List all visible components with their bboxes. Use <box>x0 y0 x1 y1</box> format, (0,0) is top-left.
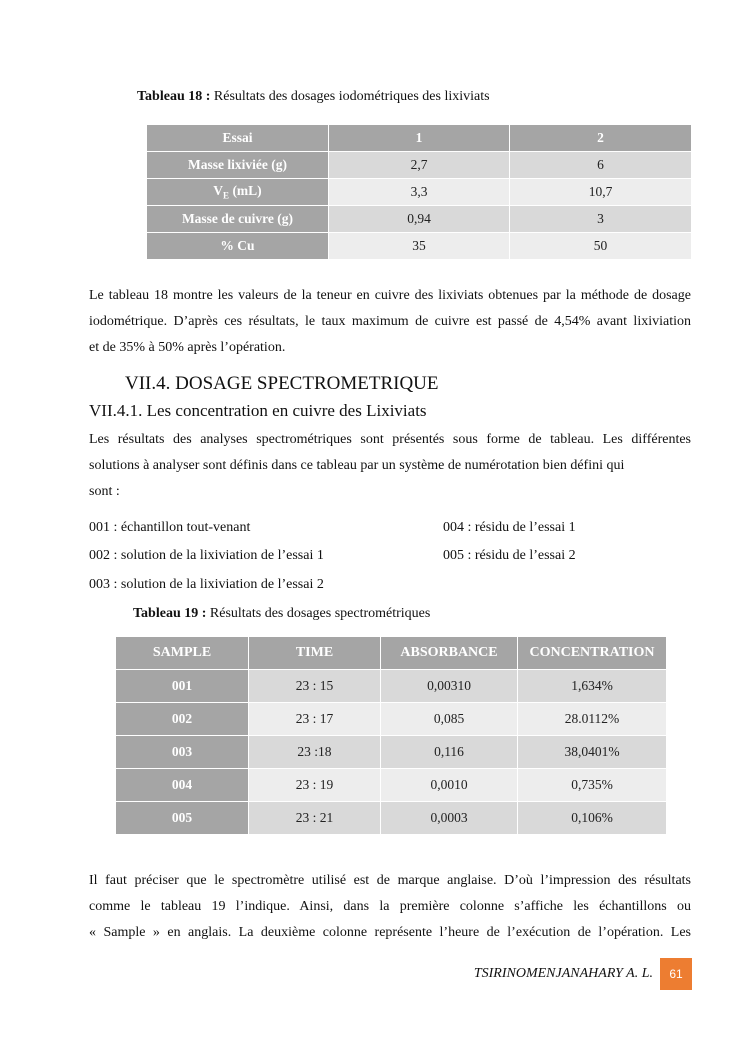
legend-item-002: 002 : solution de la lixiviation de l’essai 1 <box>89 548 324 563</box>
cell-concentration: 28.0112% <box>518 703 667 736</box>
paragraph-line: et de 35% à 50% après l’opération. <box>89 340 286 355</box>
table19-caption-text: Résultats des dosages spectrométriques <box>206 606 431 621</box>
cell-time: 23 : 19 <box>249 769 381 802</box>
table-row <box>116 703 667 736</box>
cell-value: 35 <box>329 233 510 260</box>
row-sample: 001 <box>116 670 249 703</box>
cell-time: 23 : 21 <box>249 802 381 835</box>
paragraph-line: Le tableau 18 montre les valeurs de la teneur en cuivre des lixiviats obtenues par la méthode de dosage <box>89 288 691 303</box>
table-row <box>147 152 692 179</box>
cell-concentration: 38,0401% <box>518 736 667 769</box>
cell-value: 3,3 <box>329 179 510 206</box>
cell-value: 10,7 <box>510 179 692 206</box>
table19-header-absorbance: ABSORBANCE <box>381 637 518 670</box>
table-row <box>147 233 692 260</box>
cell-value: 0,94 <box>329 206 510 233</box>
table-row <box>116 736 667 769</box>
row-label-subscript: E <box>223 190 230 201</box>
table19-caption <box>133 606 430 622</box>
subsection-title: VII.4.1. Les concentration en cuivre des Lixiviats <box>89 401 427 420</box>
paragraph-table18-commentary <box>89 283 691 361</box>
row-sample: 004 <box>116 769 249 802</box>
cell-time: 23 :18 <box>249 736 381 769</box>
paragraph-line: iodométrique. D’après ces résultats, le taux maximum de cuivre est passé de 4,54% avant lixiviation <box>89 314 691 329</box>
legend-item-001: 001 : échantillon tout-venant <box>89 520 251 535</box>
row-label: % Cu <box>147 233 329 260</box>
table19-caption-label: Tableau 19 : <box>133 606 207 621</box>
paragraph-intro <box>89 427 691 505</box>
footer-author: TSIRINOMENJANAHARY A. L. <box>473 966 653 981</box>
row-sample: 002 <box>116 703 249 736</box>
table-row <box>116 802 667 835</box>
section-title: VII.4. DOSAGE SPECTROMETRIQUE <box>125 373 439 394</box>
table18-caption <box>137 89 490 105</box>
table18-header-1: 1 <box>329 125 510 152</box>
paragraph-line: sont : <box>89 484 120 499</box>
paragraph-line: comme le tableau 19 l’indique. Ainsi, dans la première colonne s’affiche les échantillons ou <box>89 899 691 914</box>
page-number-badge: 61 <box>660 958 692 990</box>
cell-concentration: 0,106% <box>518 802 667 835</box>
cell-value: 3 <box>510 206 692 233</box>
cell-value: 50 <box>510 233 692 260</box>
table18-header-essai: Essai <box>147 125 329 152</box>
cell-absorbance: 0,116 <box>381 736 518 769</box>
paragraph-line: solutions à analyser sont définis dans ce tableau par un système de numérotation bien défini qui <box>89 458 625 473</box>
table18 <box>146 124 692 260</box>
legend-item-005: 005 : résidu de l’essai 2 <box>443 548 576 563</box>
row-label <box>147 179 329 206</box>
table-row <box>116 769 667 802</box>
paragraph-spectrometer <box>89 868 691 946</box>
cell-absorbance: 0,085 <box>381 703 518 736</box>
cell-value: 6 <box>510 152 692 179</box>
table-row <box>147 206 692 233</box>
table19-header-concentration: CONCENTRATION <box>518 637 667 670</box>
legend-item-004: 004 : résidu de l’essai 1 <box>443 520 576 535</box>
table19 <box>115 636 667 835</box>
cell-absorbance: 0,0010 <box>381 769 518 802</box>
cell-absorbance: 0,00310 <box>381 670 518 703</box>
table19-header-time: TIME <box>249 637 381 670</box>
table18-header-2: 2 <box>510 125 692 152</box>
row-label: Masse lixiviée (g) <box>147 152 329 179</box>
row-sample: 003 <box>116 736 249 769</box>
paragraph-line: Il faut préciser que le spectromètre utilisé est de marque anglaise. D’où l’impression des résultats <box>89 873 691 888</box>
row-label-unit: (mL) <box>229 183 262 199</box>
cell-concentration: 0,735% <box>518 769 667 802</box>
row-label-main: V <box>213 183 224 199</box>
paragraph-line: Les résultats des analyses spectrométriques sont présentés sous forme de tableau. Les différentes <box>89 432 691 447</box>
cell-absorbance: 0,0003 <box>381 802 518 835</box>
table18-header-row <box>147 125 692 152</box>
table18-caption-label: Tableau 18 : <box>137 89 211 104</box>
cell-concentration: 1,634% <box>518 670 667 703</box>
paragraph-line: « Sample » en anglais. La deuxième colonne représente l’heure de l’exécution de l’opération. Les <box>89 925 691 940</box>
row-label: Masse de cuivre (g) <box>147 206 329 233</box>
table-row <box>116 670 667 703</box>
row-sample: 005 <box>116 802 249 835</box>
cell-value: 2,7 <box>329 152 510 179</box>
cell-time: 23 : 15 <box>249 670 381 703</box>
table18-caption-text: Résultats des dosages iodométriques des lixiviats <box>210 89 490 104</box>
cell-time: 23 : 17 <box>249 703 381 736</box>
table-row <box>147 179 692 206</box>
table19-header-row <box>116 637 667 670</box>
table19-header-sample: SAMPLE <box>116 637 249 670</box>
legend-item-003: 003 : solution de la lixiviation de l’essai 2 <box>89 577 324 592</box>
